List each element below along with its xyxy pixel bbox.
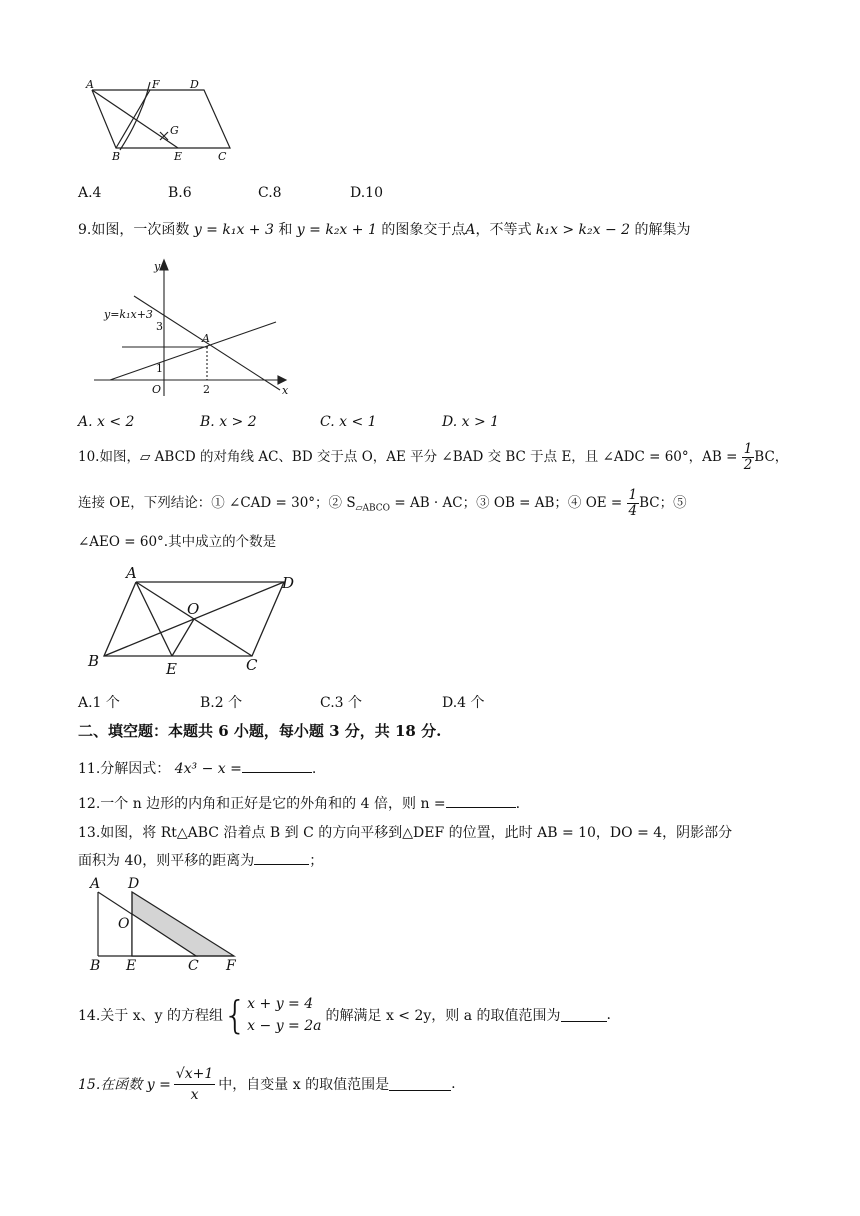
q14-answer-blank[interactable]	[561, 1009, 607, 1022]
q10-number: 10.如图，	[78, 449, 140, 465]
q9-eq2: y = k₂x + 1	[296, 222, 377, 238]
q15-prefix: 15.在函数 y =	[78, 1077, 171, 1093]
q10-option-a: A.1 个	[78, 695, 120, 711]
x-axis-arrow	[278, 376, 286, 384]
q10-line2	[78, 488, 687, 519]
q8-figure	[84, 76, 244, 166]
q8-option-b: B.6	[168, 185, 192, 201]
label-o: O	[187, 600, 200, 618]
q9-option-a: A. x < 2	[78, 414, 135, 430]
label-e: E	[126, 958, 137, 974]
label-a: A	[126, 564, 137, 582]
q15-suffix: 中，自变量 x 的取值范围是	[218, 1077, 390, 1093]
label-b: B	[90, 958, 101, 974]
q14-prefix: 14.关于 x、y 的方程组	[78, 1008, 223, 1024]
q15-denominator: x	[190, 1086, 199, 1103]
fraction-half	[742, 442, 755, 473]
q9-prefix: 9.如图，一次函数	[78, 222, 190, 238]
q8-option-d: D.10	[350, 185, 383, 201]
q11-answer-blank[interactable]	[242, 760, 312, 773]
tick-2: 2	[203, 383, 210, 396]
label-c: C	[188, 958, 199, 974]
section-heading: 二、填空题：本题共 6 小题，每小题 3 分，共 18 分.	[78, 722, 442, 740]
label-a: A	[90, 876, 101, 892]
label-b: B	[112, 150, 121, 163]
q12-text: 12.一个 n 边形的内角和正好是它的外角和的 4 倍，则 n =	[78, 796, 446, 812]
q9-option-d: D. x > 1	[442, 414, 500, 430]
tick-3: 3	[156, 320, 163, 333]
label-o: O	[152, 383, 162, 396]
tick-1: 1	[156, 362, 163, 375]
q12-answer-blank[interactable]	[446, 795, 516, 808]
q13-figure	[86, 874, 246, 974]
q14-suffix: 的解满足 x < 2y，则 a 的取值范围为	[325, 1008, 561, 1024]
label-g: G	[170, 124, 179, 137]
label-o: O	[118, 916, 130, 932]
q10-condition: ▱ ABCD 的对角线 AC、BD 交于点 O，AE 平分 ∠BAD 交 BC 于点 E，且 ∠ADC = 60°，AB =	[139, 449, 738, 465]
fraction-quarter-den: 4	[628, 503, 638, 519]
fraction-half-num: 1	[743, 441, 753, 457]
label-c: C	[246, 656, 258, 674]
label-f: F	[152, 78, 160, 91]
label-d: D	[190, 78, 199, 91]
q9-option-c: C. x < 1	[320, 414, 377, 430]
q9-option-b: B. x > 2	[200, 414, 257, 430]
label-y: y	[154, 260, 161, 273]
fraction-quarter-num: 1	[628, 487, 638, 503]
q11	[78, 758, 316, 778]
q12-end: .	[515, 796, 521, 812]
label-e: E	[166, 660, 177, 678]
q9-eq1: y = k₁x + 3	[193, 222, 274, 238]
q9-graph	[90, 256, 300, 404]
q13-text: 面积为 40，则平移的距离为	[78, 853, 255, 869]
q11-end: .	[311, 761, 317, 777]
q10-bc: BC，	[754, 449, 789, 465]
q10-line1	[78, 442, 788, 473]
q8-option-a: A.4	[78, 185, 102, 201]
q11-text: 11.分解因式：	[78, 761, 171, 777]
q13-end: ；	[309, 853, 324, 869]
q10-option-d: D.4 个	[442, 695, 485, 711]
segment-oe	[172, 619, 194, 656]
line-label: y=k₁x+3	[104, 308, 153, 321]
fraction-quarter	[627, 488, 640, 519]
label-d: D	[282, 574, 295, 592]
q8-option-c: C.8	[258, 185, 282, 201]
y-axis-arrow	[160, 260, 168, 270]
q10-conclusions-a: 连接 OE，下列结论：① ∠CAD = 30°；② S	[78, 495, 356, 511]
system-eq1: x + y = 4	[247, 996, 314, 1012]
fraction-half-den: 2	[743, 457, 753, 473]
brace-icon: {	[222, 993, 248, 1037]
q10-conclusions-c: BC；⑤	[639, 495, 687, 511]
label-e: E	[174, 150, 183, 163]
label-f: F	[226, 958, 236, 974]
q15-answer-blank[interactable]	[389, 1078, 451, 1091]
q9-stem	[78, 219, 691, 239]
q13-line1: 13.如图，将 Rt△ABC 沿着点 B 到 C 的方向平移到△DEF 的位置，此时 AB = 10，DO = 4，阴影部分	[78, 825, 733, 841]
label-b: B	[88, 652, 100, 670]
q11-expression: 4x³ − x =	[174, 761, 242, 777]
label-a: A	[86, 78, 94, 91]
segment-ae	[92, 90, 178, 148]
q15-end: .	[451, 1076, 456, 1092]
q10-line3: ∠AEO = 60°.其中成立的个数是	[78, 534, 277, 550]
q9-mid3: ，不等式	[475, 222, 532, 238]
equation-system	[247, 993, 321, 1037]
q15	[78, 1060, 456, 1108]
q9-inequality: k₁x > k₂x − 2	[535, 222, 631, 238]
label-a: A	[202, 332, 210, 345]
q9-point-a: A	[465, 222, 476, 238]
label-d: D	[128, 876, 140, 892]
q9-mid1: 和	[278, 222, 293, 238]
q14-end: .	[606, 1007, 611, 1023]
system-eq2: x − y = 2a	[247, 1018, 322, 1034]
q10-figure	[84, 564, 304, 682]
q13-line2	[78, 850, 323, 870]
q10-area-subscript: ▱ABCO	[355, 503, 391, 514]
q13-answer-blank[interactable]	[254, 852, 309, 865]
q14	[78, 990, 611, 1040]
q10-option-c: C.3 个	[320, 695, 363, 711]
q9-mid2: 的图象交于点	[381, 222, 466, 238]
q9-suffix: 的解集为	[634, 222, 691, 238]
q15-fraction	[174, 1064, 215, 1105]
label-c: C	[218, 150, 227, 163]
q10-conclusions-b: = AB · AC；③ OB = AB；④ OE =	[390, 495, 623, 511]
label-x: x	[282, 384, 289, 397]
q15-numerator: √x+1	[174, 1064, 215, 1085]
q10-option-b: B.2 个	[200, 695, 243, 711]
q12	[78, 793, 520, 813]
